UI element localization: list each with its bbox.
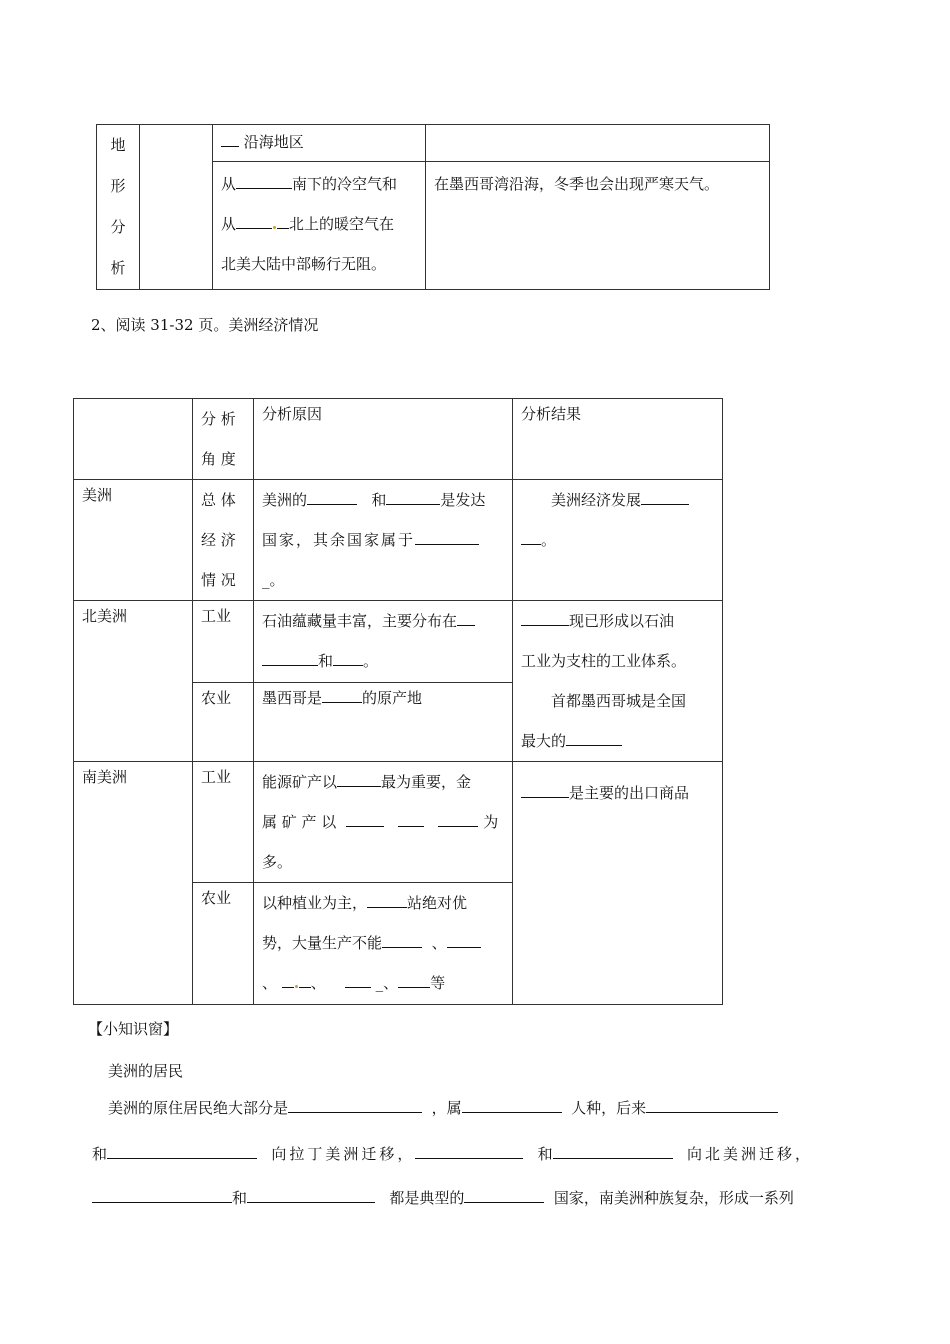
side-char: 分 [110, 218, 126, 236]
blank-metal-3[interactable] [438, 810, 478, 827]
text: 墨西哥是 [262, 689, 323, 708]
text: 美洲的 [262, 491, 308, 509]
terrain-side-label [97, 125, 140, 290]
text: 和 [92, 1145, 108, 1163]
text: 工业为支柱的工业体系。 [521, 652, 687, 670]
result-south-cell [513, 762, 723, 1005]
text: 美洲的原住居民绝大部分是 [108, 1099, 289, 1117]
blank-warm-source-b[interactable] [277, 212, 289, 229]
reason-north-agri-cell [254, 683, 513, 762]
blank-native-people[interactable] [288, 1096, 422, 1113]
blank-largest[interactable] [566, 729, 622, 746]
text: 和 [318, 652, 334, 670]
reason-north-industry-cell [254, 601, 513, 683]
region-label: 南美洲 [82, 768, 128, 786]
text: 能源矿产以 [262, 773, 338, 791]
text-from: 从 [221, 215, 237, 233]
blank-cold-source[interactable] [236, 172, 292, 189]
section-heading: 2、阅读 31-32 页。美洲经济情况 [91, 316, 319, 334]
angle-industry-cell [193, 601, 254, 683]
economy-table [73, 398, 723, 1005]
blank-migrants-2[interactable] [415, 1142, 523, 1159]
region-label: 美洲 [82, 486, 113, 504]
blank-metal-1[interactable] [346, 810, 384, 827]
text: 站绝对优 [407, 894, 468, 912]
knowledge-line-3 [92, 1178, 862, 1218]
blank-crop-3a[interactable] [282, 971, 294, 988]
blank-metal-2[interactable] [398, 810, 424, 827]
reason-south-agri-cell [254, 883, 513, 1005]
mark-dot [273, 226, 276, 229]
blank-country-type[interactable] [464, 1186, 544, 1203]
angle-agriculture-cell [193, 683, 254, 762]
angle-overall-cell [193, 480, 254, 601]
angle-label: 农业 [201, 689, 232, 708]
terrain-empty-cell [140, 125, 213, 290]
knowledge-line-1 [108, 1088, 868, 1128]
text: 为 [483, 813, 499, 831]
text: 和 [371, 491, 387, 509]
text: 和 [232, 1189, 248, 1207]
header-angle-cell [193, 399, 254, 480]
blank-developed-country-1[interactable] [307, 488, 357, 505]
text-cold-air: 南下的冷空气和 [292, 175, 398, 193]
header-reason-cell [254, 399, 513, 480]
angle-label: 工业 [201, 607, 232, 625]
text: 都是典型的 [389, 1189, 465, 1207]
text: 、 [431, 934, 447, 952]
text: 。 [363, 652, 379, 670]
text: 、 [262, 974, 278, 992]
blank-country-1[interactable] [92, 1186, 232, 1203]
header-angle-line: 角 度 [201, 450, 236, 468]
text: _。 [262, 571, 285, 589]
text: 国家，南美洲种族复杂，形成一系列 [553, 1189, 794, 1207]
blank-oil-region-1b[interactable] [262, 649, 318, 666]
blank-country-2[interactable] [247, 1186, 375, 1203]
blank-oil-region-1a[interactable] [457, 609, 475, 626]
text-warm-air: 北上的暖空气在 [289, 215, 395, 233]
header-reason: 分析原因 [262, 405, 323, 423]
text: 现已形成以石油 [569, 612, 675, 630]
text: 等 [430, 974, 446, 992]
air-flow-result-cell [426, 162, 770, 290]
text: 向拉丁美洲迁移， [271, 1145, 416, 1163]
region-label: 北美洲 [82, 607, 128, 625]
text: _、 [375, 974, 399, 992]
text: 最大的 [521, 732, 567, 750]
region-north-america-cell [74, 601, 193, 762]
text: 向北美洲迁移， [686, 1145, 813, 1163]
angle-label: 农业 [201, 889, 232, 907]
angle-agriculture-cell [193, 883, 254, 1005]
reason-south-industry-cell [254, 762, 513, 883]
reason-overall-cell [254, 480, 513, 601]
blank-crop-1[interactable] [382, 931, 422, 948]
text: 、 [310, 974, 326, 992]
mark-dot [295, 985, 298, 988]
angle-industry-cell [193, 762, 254, 883]
text: 的原产地 [362, 689, 423, 708]
text-mainland: 北美大陆中部畅行无阻。 [221, 255, 387, 273]
side-char: 析 [110, 259, 126, 277]
header-empty-cell [74, 399, 193, 480]
text: 属 矿 产 以 [262, 813, 337, 831]
region-americas-cell [74, 480, 193, 601]
text: ，属 [431, 1099, 462, 1117]
terrain-analysis-table [96, 124, 770, 290]
text: 首都墨西哥城是全国 [551, 692, 687, 710]
coastal-result-cell [426, 125, 770, 162]
blank-migrants-3[interactable] [553, 1142, 673, 1159]
coastal-blank[interactable] [221, 130, 239, 147]
coastal-region-label: 沿海地区 [243, 133, 304, 151]
blank-later-settlers[interactable] [646, 1096, 778, 1113]
blank-dominant-crop[interactable] [367, 891, 407, 908]
blank-crop-4[interactable] [345, 971, 371, 988]
blank-econ-development[interactable] [641, 488, 689, 505]
angle-line: 情 况 [201, 571, 236, 589]
text: 是主要的出口商品 [569, 784, 690, 802]
blank-crop-2[interactable] [447, 931, 481, 948]
text: 和 [537, 1145, 553, 1163]
side-char: 形 [110, 177, 126, 195]
region-south-america-cell [74, 762, 193, 1005]
blank-econ-development-tail[interactable] [521, 528, 541, 545]
text: 人种，后来 [571, 1099, 647, 1117]
side-char: 地 [110, 136, 126, 154]
blank-crop-5[interactable] [398, 971, 430, 988]
header-result-cell [513, 399, 723, 480]
text: 以种植业为主， [262, 894, 368, 912]
text: 最为重要，金 [381, 773, 472, 791]
blank-race[interactable] [462, 1096, 562, 1113]
knowledge-title: 【小知识窗】 [88, 1020, 179, 1038]
angle-line: 总 体 [201, 491, 236, 509]
angle-line: 经 济 [201, 531, 236, 549]
text-from: 从 [221, 175, 237, 193]
text: 势，大量生产不能 [262, 934, 383, 952]
blank-warm-source-a[interactable] [236, 212, 272, 229]
text: 。 [541, 531, 557, 549]
result-north-cell [513, 601, 723, 762]
text: 国家，其余国家属于 [262, 531, 416, 549]
header-result: 分析结果 [521, 405, 582, 423]
winter-cold-text: 在墨西哥湾沿海，冬季也会出现严寒天气。 [434, 175, 720, 193]
header-angle-line: 分 析 [201, 410, 236, 428]
blank-crop-origin[interactable] [322, 686, 362, 703]
blank-other-countries[interactable] [415, 528, 479, 545]
blank-developed-country-2[interactable] [386, 488, 440, 505]
angle-label: 工业 [201, 768, 232, 786]
air-flow-cell [213, 162, 426, 290]
text: 石油蕴藏量丰富，主要分布在 [262, 612, 458, 630]
blank-export-goods[interactable] [521, 781, 569, 798]
knowledge-subtitle: 美洲的居民 [108, 1062, 184, 1080]
blank-crop-3b[interactable] [299, 971, 311, 988]
blank-migrants-1[interactable] [107, 1142, 257, 1159]
blank-oil-country[interactable] [521, 609, 569, 626]
text: 美洲经济发展 [551, 491, 642, 509]
knowledge-line-2 [92, 1134, 862, 1174]
result-overall-cell [513, 480, 723, 601]
blank-oil-region-2[interactable] [333, 649, 363, 666]
coastal-region-cell [213, 125, 426, 162]
text: 是发达 [440, 491, 486, 509]
blank-energy-mineral[interactable] [337, 770, 381, 787]
text: 多。 [262, 853, 293, 871]
